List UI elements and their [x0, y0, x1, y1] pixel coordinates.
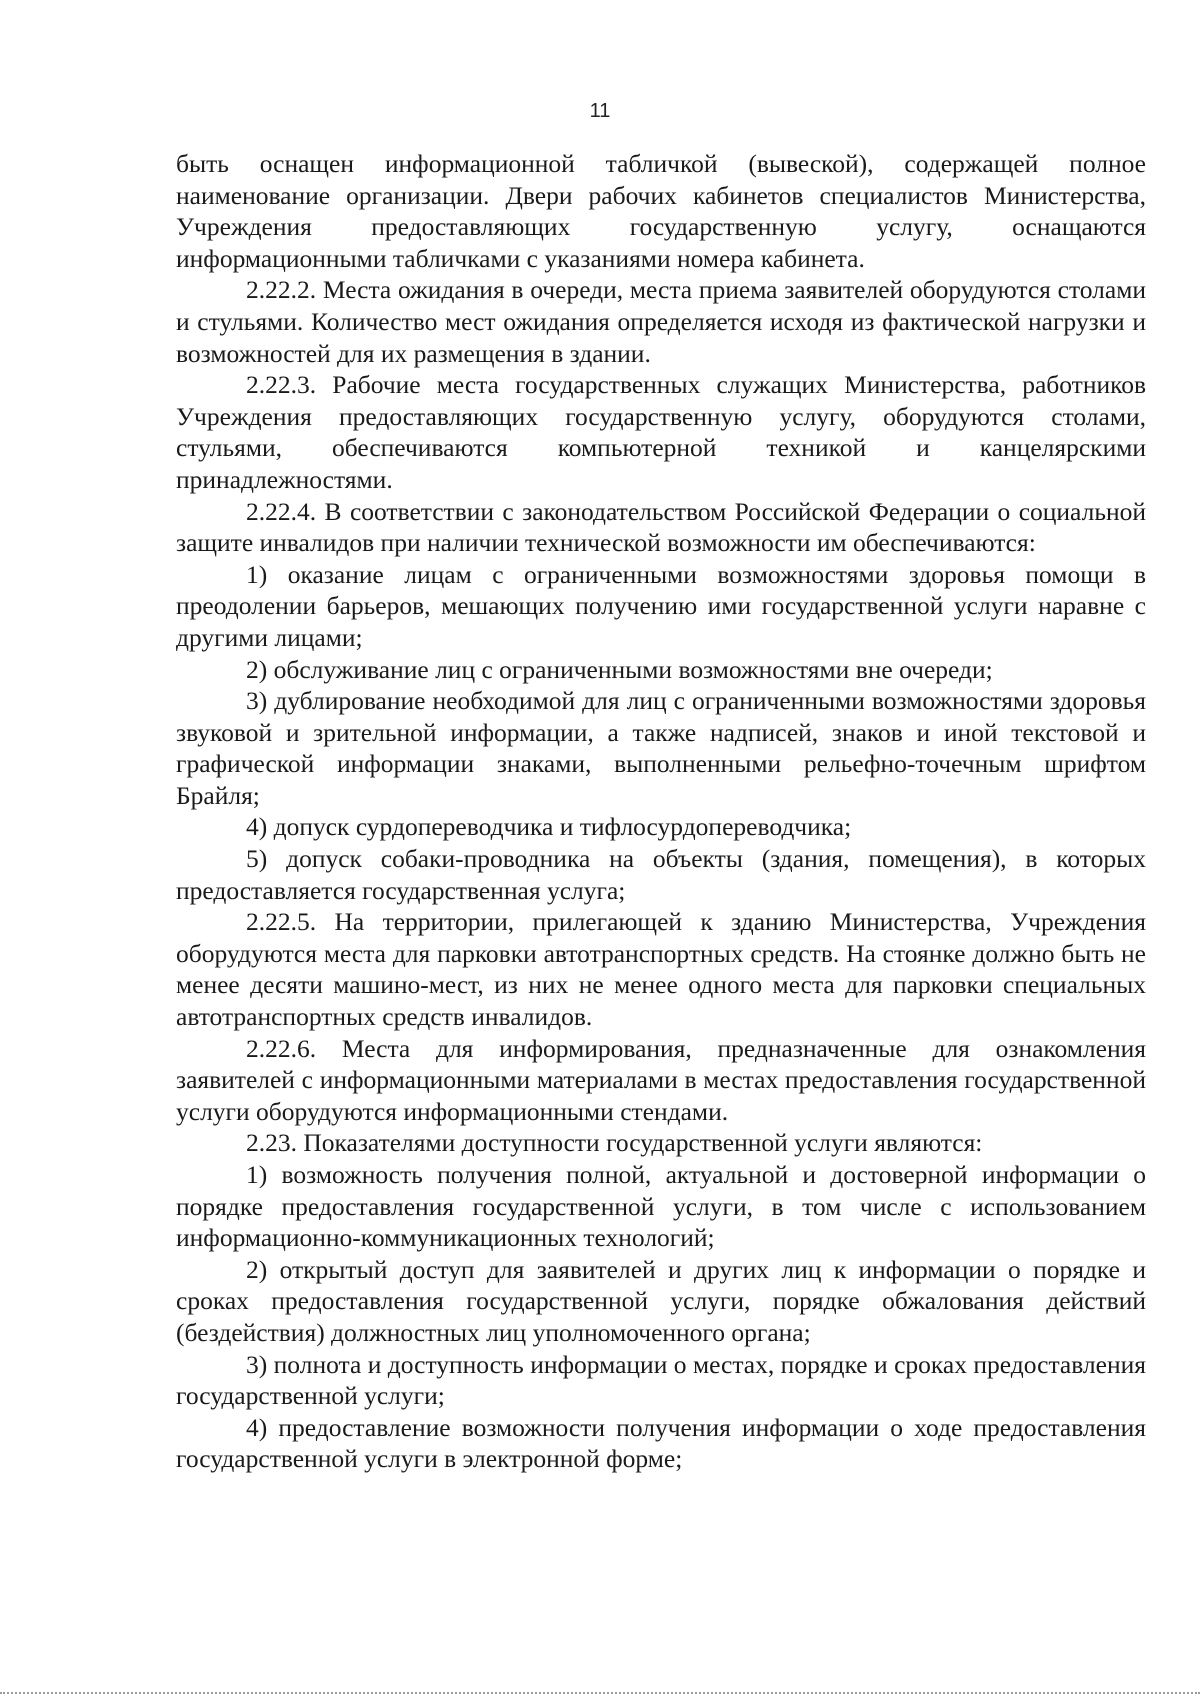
list-item-4: 4) допуск сурдопереводчика и тифлосурдопереводчика; [246, 812, 852, 842]
paragraph-2-22-5: 2.22.5. На территории, прилегающей к зданию Министерства, Учреждения оборудуются места для парковки автотранспортных средств. На стоянке должно быть не менее десяти машино-мест, из них не менее одного места для парковки специальных автотранспортных средств инвалидов. [176, 907, 1146, 1032]
list-item-2: 2) обслуживание лиц с ограниченными возможностями вне очереди; [246, 654, 993, 684]
document-body [176, 148, 1146, 1475]
paragraph-2-22-2: 2.22.2. Места ожидания в очереди, места приема заявителей оборудуются столами и стульями. Количество мест ожидания определяется исходя из фактической нагрузки и возможностей для их размещения в здании. [176, 275, 1146, 368]
accessibility-item-1: 1) возможность получения полной, актуальной и достоверной информации о порядке предоставления государственной услуги, в том числе с использованием информационно-коммуникационных технологий; [176, 1160, 1146, 1253]
paragraph-2-23: 2.23. Показателями доступности государственной услуги являются: [246, 1128, 983, 1158]
accessibility-item-3: 3) полнота и доступность информации о местах, порядке и сроках предоставления государственной услуги; [176, 1349, 1146, 1411]
paragraph-2-22-3: 2.22.3. Рабочие места государственных служащих Министерства, работников Учреждения предоставляющих государственную услугу, оборудуются столами, стульями, обеспечиваются компьютерной техникой и канцелярскими принадлежностями. [176, 370, 1146, 494]
list-item-3: 3) дублирование необходимой для лиц с ограниченными возможностями здоровья звуковой и зрительной информации, а также надписей, знаков и иной текстовой и графической информации знаками, выполненными рельефно-точечным шрифтом Брайля; [176, 686, 1146, 810]
list-item-1: 1) оказание лицам с ограниченными возможностями здоровья помощи в преодолении барьеров, мешающих получению ими государственной услуги наравне с другими лицами; [176, 559, 1146, 652]
accessibility-item-2: 2) открытый доступ для заявителей и других лиц к информации о порядке и сроках предоставления государственной услуги, порядке обжалования действий (бездействия) должностных лиц уполномоченного органа; [176, 1254, 1146, 1347]
accessibility-item-4: 4) предоставление возможности получения информации о ходе предоставления государственной услуги в электронной форме; [176, 1412, 1146, 1474]
page-number: 11 [589, 100, 611, 122]
scan-edge-divider [0, 1692, 1200, 1694]
list-item-5: 5) допуск собаки-проводника на объекты (здания, помещения), в которых предоставляется государственная услуга; [176, 844, 1146, 905]
paragraph-continuation: быть оснащен информационной табличкой (вывеской), содержащей полное наименование организации. Двери рабочих кабинетов специалистов Министерства, Учреждения предоставляющих государственную услугу, оснащаются информационными табличками с указаниями номера кабинета. [176, 149, 1146, 273]
paragraph-2-22-4: 2.22.4. В соответствии с законодательством Российской Федерации о социальной защите инвалидов при наличии технической возможности им обеспечиваются: [176, 496, 1146, 558]
paragraph-2-22-6: 2.22.6. Места для информирования, предназначенные для ознакомления заявителей с информационными материалами в местах предоставления государственной услуги оборудуются информационными стендами. [176, 1033, 1146, 1126]
